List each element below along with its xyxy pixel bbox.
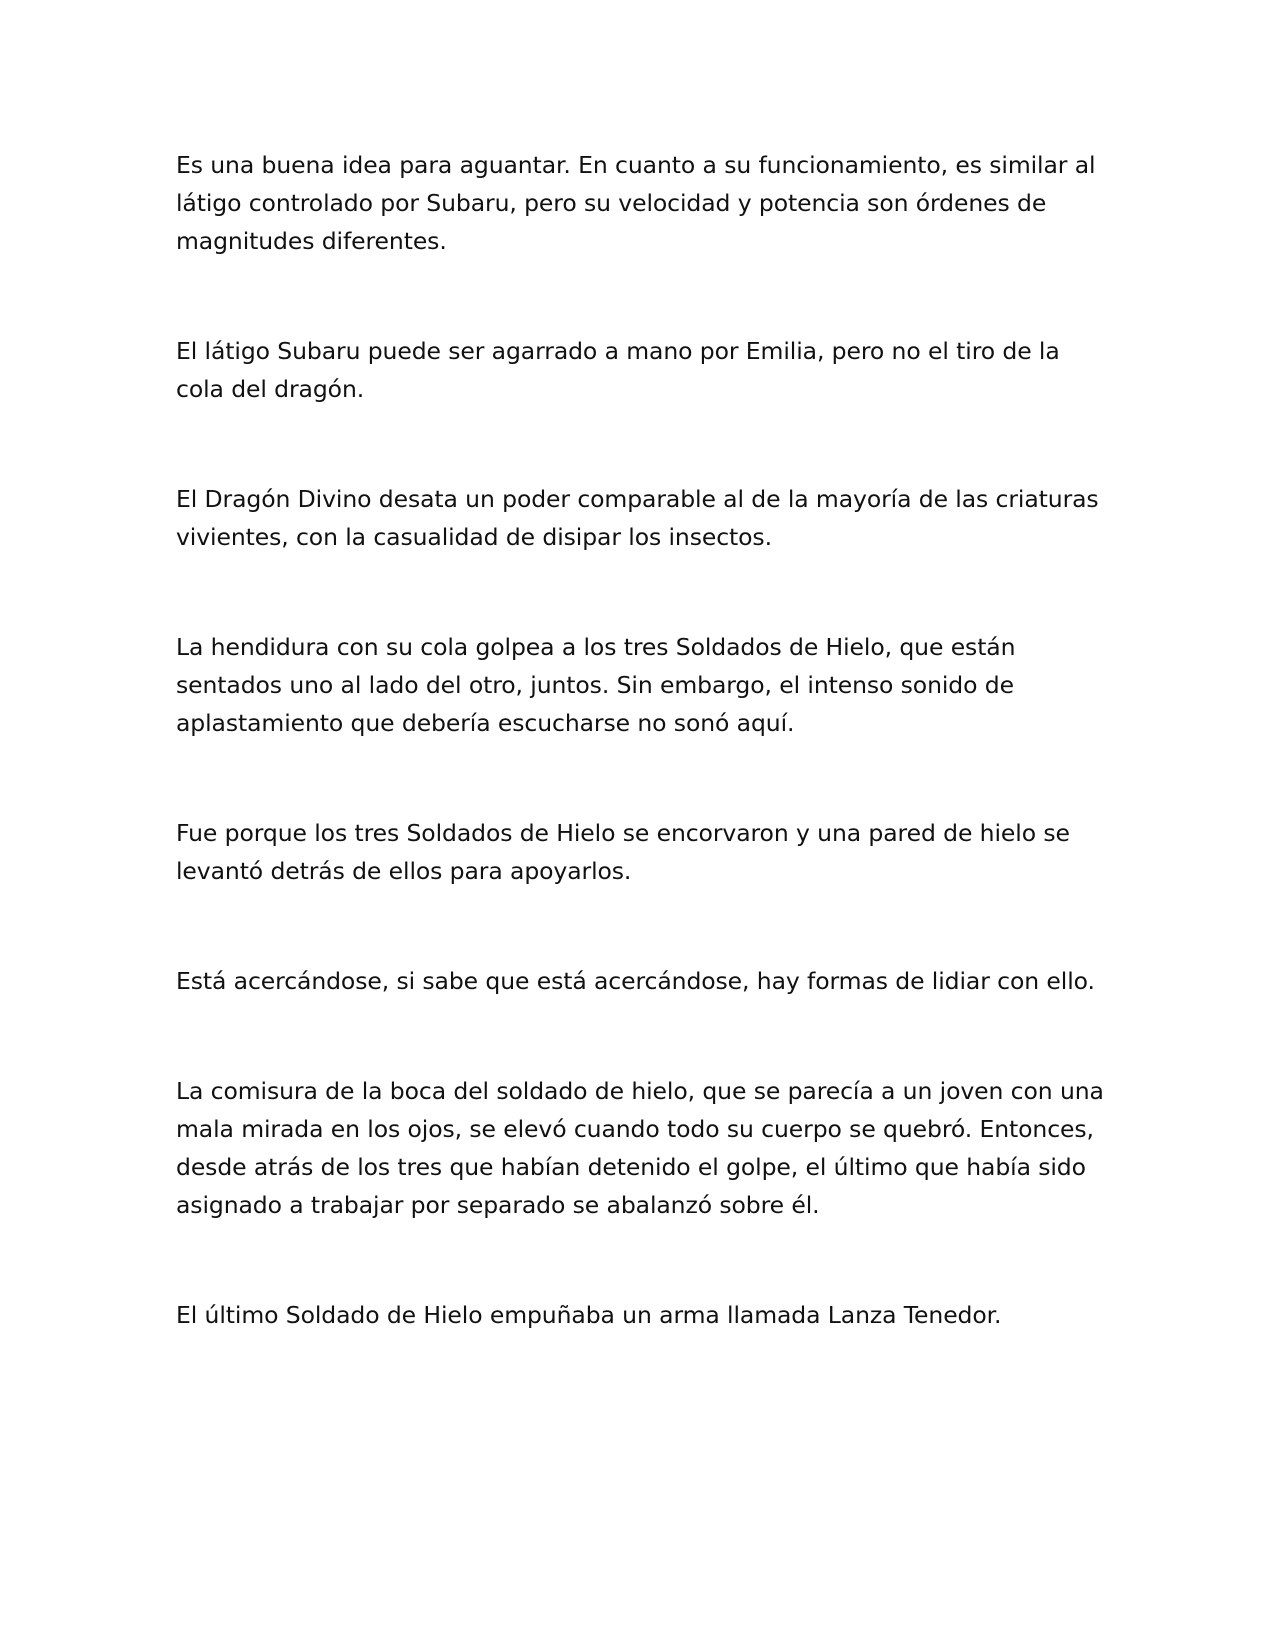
paragraph-8: El último Soldado de Hielo empuñaba un arma llamada Lanza Tenedor. (176, 1301, 1002, 1329)
paragraph-1: Es una buena idea para aguantar. En cuanto a su funcionamiento, es similar al látigo controlado por Subaru, pero su velocidad y potencia son órdenes de magnitudes diferentes. (176, 151, 1096, 255)
paragraph-4: La hendidura con su cola golpea a los tres Soldados de Hielo, que están sentados uno al lado del otro, juntos. Sin embargo, el intenso sonido de aplastamiento que debería escucharse no sonó aquí. (176, 633, 1016, 737)
paragraph-2: El látigo Subaru puede ser agarrado a mano por Emilia, pero no el tiro de la cola del dragón. (176, 337, 1060, 403)
paragraph-6: Está acercándose, si sabe que está acercándose, hay formas de lidiar con ello. (176, 967, 1095, 995)
paragraph-5: Fue porque los tres Soldados de Hielo se encorvaron y una pared de hielo se levantó detrás de ellos para apoyarlos. (176, 819, 1070, 885)
paragraph-3: El Dragón Divino desata un poder comparable al de la mayoría de las criaturas vivientes, con la casualidad de disipar los insectos. (176, 485, 1099, 551)
paragraph-7: La comisura de la boca del soldado de hielo, que se parecía a un joven con una mala mirada en los ojos, se elevó cuando todo su cuerpo se quebró. Entonces, desde atrás de los tres que habían detenido el golpe, el último que había sido asignado a trabajar por separado se abalanzó sobre él. (176, 1077, 1104, 1219)
document-body (176, 146, 1106, 1406)
